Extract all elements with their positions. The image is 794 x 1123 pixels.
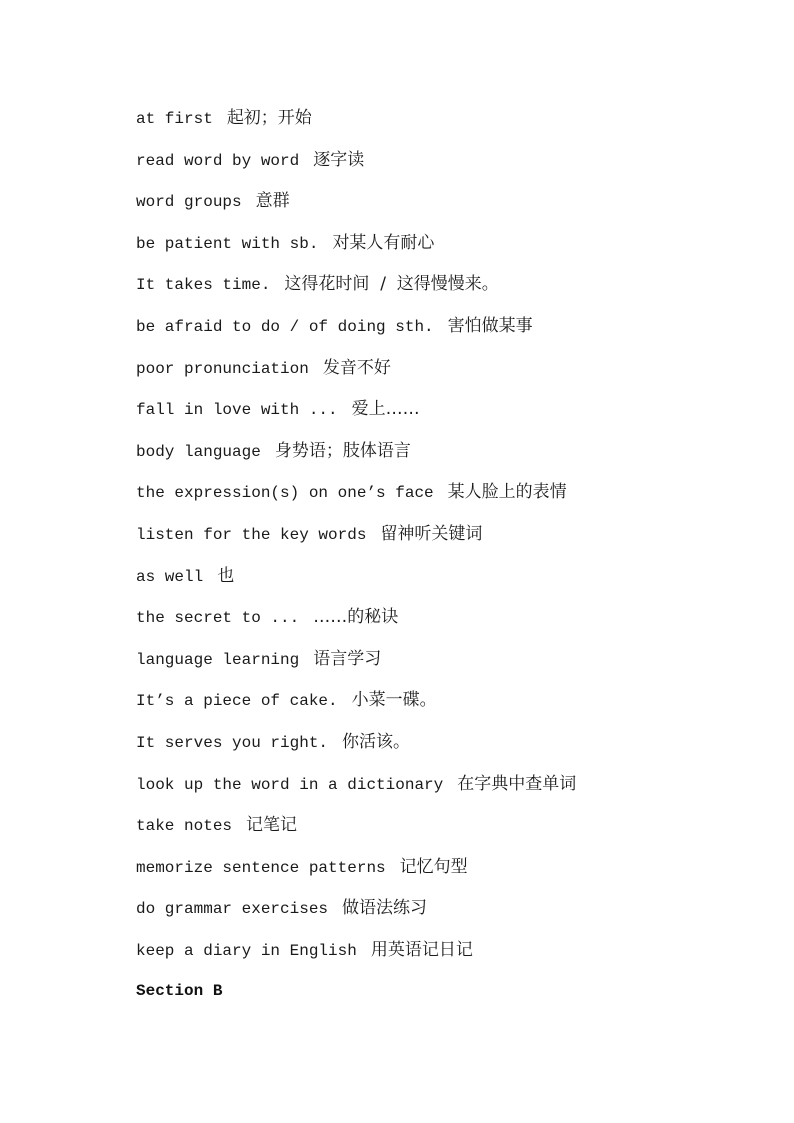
phrase-chinese: 记笔记 [246, 815, 298, 836]
phrase-chinese: 小菜一碟。 [351, 690, 437, 711]
phrase-chinese: 做语法练习 [342, 898, 428, 919]
phrase-english: word groups [136, 193, 242, 212]
phrase-chinese: 发音不好 [322, 357, 391, 378]
phrase-english: It’s a piece of cake. [136, 692, 338, 711]
phrase-item [136, 106, 576, 148]
phrase-chinese: 记忆句型 [399, 856, 468, 877]
phrase-chinese: 爱上…… [351, 399, 420, 420]
phrase-english: keep a diary in English [136, 941, 357, 960]
phrase-item [136, 564, 576, 606]
phrase-chinese: 身势语；肢体语言 [274, 440, 411, 461]
phrase-chinese: 某人脸上的表情 [447, 482, 567, 503]
phrase-english: read word by word [136, 151, 300, 170]
phrase-item [136, 730, 576, 772]
phrase-item [136, 272, 576, 314]
phrase-chinese: 留神听关键词 [380, 523, 483, 544]
phrase-item [136, 647, 576, 689]
phrase-english: memorize sentence patterns [136, 858, 386, 877]
phrase-english: It takes time. [136, 276, 271, 295]
phrase-chinese: 语言学习 [313, 648, 382, 669]
phrase-english: take notes [136, 817, 233, 836]
section-heading: Section B [136, 982, 223, 1001]
phrase-item [136, 688, 576, 730]
phrase-item [136, 397, 576, 439]
phrase-english: the expression(s) on one’s face [136, 484, 434, 503]
phrase-english: at first [136, 110, 213, 128]
phrase-english: language learning [136, 650, 300, 669]
phrase-english: do grammar exercises [136, 900, 329, 919]
phrase-english: fall in love with ... [136, 401, 338, 420]
phrase-item [136, 148, 576, 190]
phrase-english: It serves you right. [136, 733, 329, 752]
phrase-english: poor pronunciation [136, 359, 309, 378]
phrase-chinese: 逐字读 [313, 149, 365, 170]
phrase-english: be patient with sb. [136, 234, 319, 253]
phrase-item [136, 189, 576, 231]
phrase-item [136, 605, 576, 647]
phrase-item [136, 480, 576, 522]
phrase-chinese: 在字典中查单词 [457, 773, 577, 794]
phrase-item [136, 314, 576, 356]
phrase-item [136, 356, 576, 398]
phrase-chinese: 你活该。 [342, 731, 411, 752]
phrase-item [136, 855, 576, 897]
phrase-chinese: ……的秘诀 [313, 607, 399, 628]
phrase-item [136, 231, 576, 273]
phrase-english: body language [136, 442, 261, 461]
phrase-chinese: 对某人有耐心 [332, 232, 435, 253]
phrase-item [136, 439, 576, 481]
phrase-item [136, 938, 576, 980]
phrase-english: the secret to ... [136, 609, 300, 628]
phrase-chinese: 起初；开始 [226, 108, 312, 128]
phrase-chinese: 意群 [255, 191, 290, 212]
phrase-chinese: 这得花时间 / 这得慢慢来。 [284, 274, 499, 295]
phrase-english: be afraid to do / of doing sth. [136, 317, 434, 336]
phrase-english: as well [136, 567, 204, 586]
section-heading-line [136, 979, 576, 1021]
phrase-item [136, 522, 576, 564]
phrase-chinese: 用英语记日记 [370, 939, 473, 960]
phrase-item [136, 896, 576, 938]
phrase-chinese: 也 [217, 565, 235, 586]
phrase-chinese: 害怕做某事 [447, 315, 533, 336]
phrase-item [136, 772, 576, 814]
phrase-item [136, 813, 576, 855]
phrase-list [136, 106, 576, 1021]
phrase-english: look up the word in a dictionary [136, 775, 444, 794]
phrase-english: listen for the key words [136, 525, 367, 544]
